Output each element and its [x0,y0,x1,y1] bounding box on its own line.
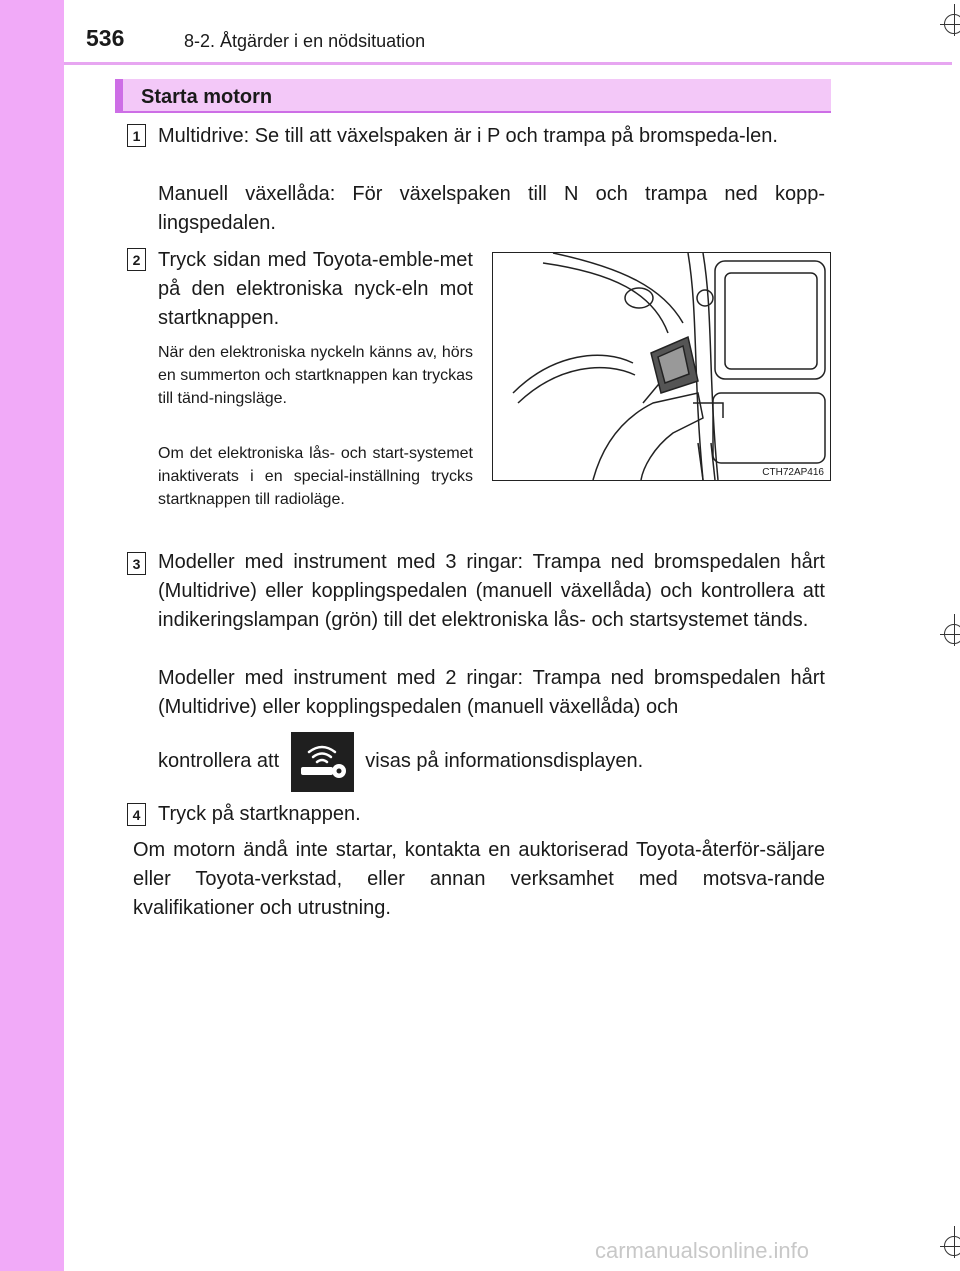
step-3-text-1: Modeller med instrument med 3 ringar: Trampa ned bromspedalen hårt (Multidrive) eller kopplingspedalen (manuell växellåda) och kontrollera att indikeringslampan (grön) till det elektroniska lås- och startsystemet tänds. [158,551,825,631]
step-3-inline-after: visas på informationsdisplayen. [365,750,644,772]
step-1-text-2: Manuell växellåda: För växelspaken till N och trampa ned kopp-lingspedalen. [158,183,825,234]
heading-bar [115,79,831,113]
step-2-note-2: Om det elektroniska lås- och start-systemet inaktiverats i en special-inställning trycks startknappen till radioläge. [158,445,473,508]
crop-tick-mid-h [940,634,960,635]
step-3-inline-before: kontrollera att [158,750,280,772]
heading-title: Starta motorn [141,86,273,108]
step-1-text-1: Multidrive: Se till att växelspaken är i P och trampa på bromspeda-len. [158,125,778,147]
header-rule [64,62,952,65]
illustration-code: CTH72AP416 [762,467,824,478]
step-4-text: Tryck på startknappen. [158,803,361,825]
step-3-inline-line [158,730,825,792]
crop-tick-bot-v [954,1226,955,1258]
step-3-badge: 3 [127,552,146,575]
key-detected-icon [291,732,354,792]
watermark: carmanualsonline.info [595,1238,810,1263]
illustration-key-start [492,252,831,481]
crop-tick-top-h [940,24,960,25]
step-2-badge: 2 [127,248,146,271]
crop-tick-bot-h [940,1246,960,1247]
key-wave-icon [291,732,354,792]
page-sidebar [0,0,64,1271]
step-1-badge: 1 [127,124,146,147]
step-2-note-1: När den elektroniska nyckeln känns av, hörs en summerton och startknappen kan tryckas till tänd-ningsläge. [158,344,473,407]
section-title: 8-2. Åtgärder i en nödsituation [184,31,426,51]
page-number: 536 [86,25,125,51]
step-3-text-2: Modeller med instrument med 2 ringar: Trampa ned bromspedalen hårt (Multidrive) eller kopplingspedalen (manuell växellåda) och [158,667,825,718]
step-4-badge: 4 [127,803,146,826]
crop-tick-mid-v [954,614,955,646]
closing-paragraph: Om motorn ändå inte startar, kontakta en auktoriserad Toyota-återför-säljare eller Toyota-verkstad, eller annan verksamhet med motsva-rande kvalifikationer och utrustning. [133,839,825,919]
key-start-drawing [493,253,830,480]
crop-tick-top-v [954,4,955,36]
step-2-text: Tryck sidan med Toyota-emble-met på den elektroniska nyck-eln mot startknappen. [158,249,473,329]
